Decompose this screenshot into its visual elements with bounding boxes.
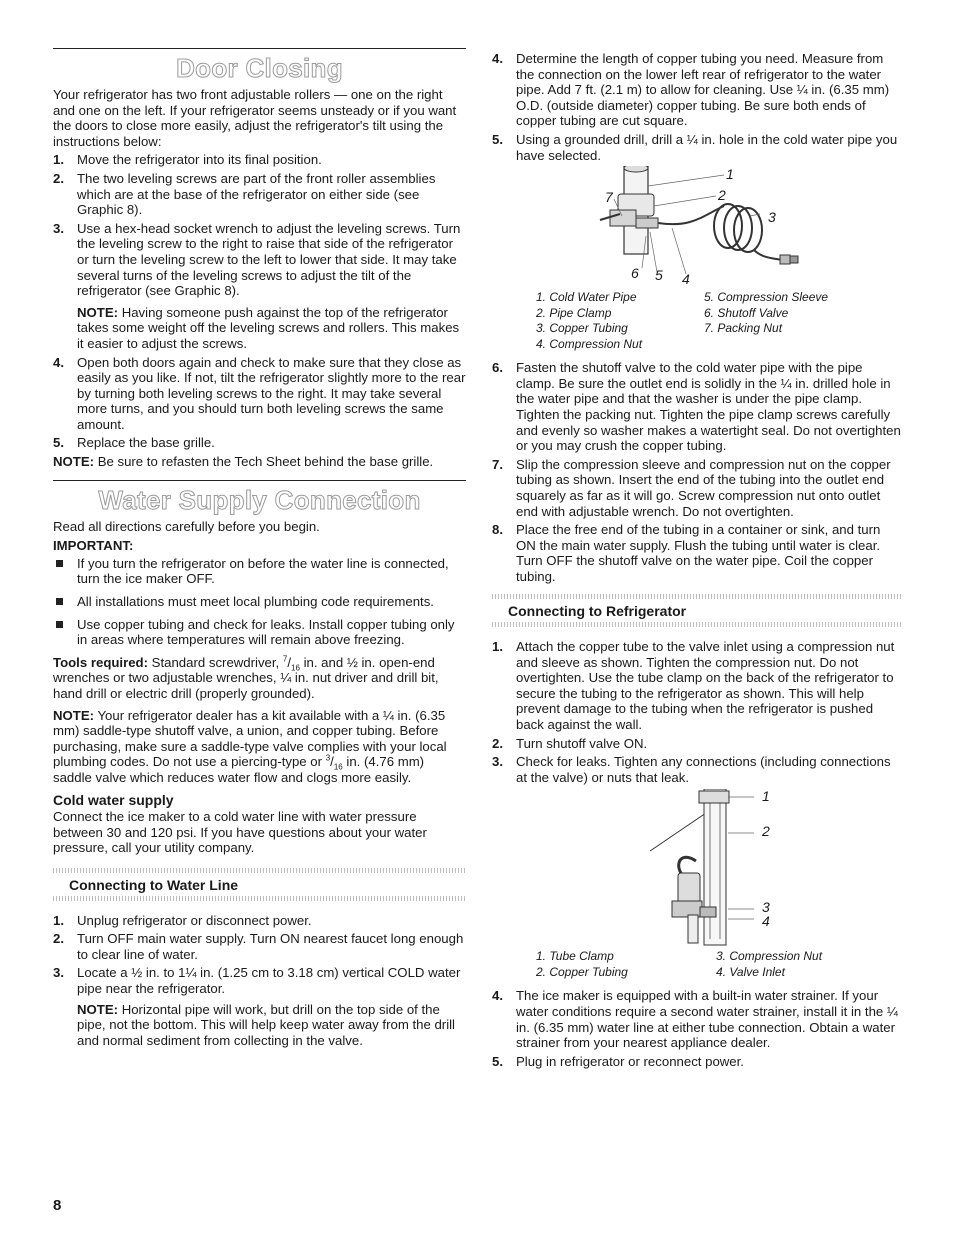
list-item: All installations must meet local plumbing code requirements.: [53, 594, 466, 610]
important-bullets: [53, 556, 466, 648]
list-item: Use copper tubing and check for leaks. Install copper tubing only in areas where temperatures will remain above freezing.: [53, 617, 466, 648]
important-label: IMPORTANT:: [53, 538, 134, 554]
list-item: 5. Using a grounded drill, drill a ¼ in. hole in the cold water pipe you have selected.: [492, 131, 898, 163]
list-item: 1. Move the refrigerator into its final position.: [53, 152, 322, 168]
figure1-caption: 1. Cold Water Pipe 5. Compression Sleeve 2. Pipe Clamp 6. Shutoff Valve 3. Copper Tubing 7. Packing Nut 4. Compression Nut: [536, 290, 829, 351]
cold-water-title: Cold water supply: [53, 791, 174, 808]
list-item: 3. Use a hex-head socket wrench to adjust the leveling screws. Turn the leveling screw to the right to raise that side of the refrigerator or turn the leveling screw to the left to lower that side. It may take several turns of the leveling screws to adjust the tilt of the refrigerator (see Graphic 8). NOTE: Having someone push against the top of the refrigerator takes some weight off the leveling screws and rollers. This makes it easier to adjust the screws.: [53, 220, 461, 351]
shutoff-valve-illustration: [492, 166, 902, 290]
cold-water-text: Connect the ice maker to a cold water line with water pressure between 30 and 120 psi. If you have questions about your water pressure, call your utility company.: [53, 809, 427, 856]
door-closing-title: Door Closing: [176, 53, 343, 83]
water-line-steps-final: [492, 360, 902, 584]
water-line-steps: [53, 913, 466, 1049]
list-item: 4. Open both doors again and check to make sure that they close as easily as you like. If not, tilt the refrigerator slightly more to the rear by turning both leveling screws to the right. It may take several more turns, and you should turn both leveling screws the same amount.: [53, 354, 466, 432]
list-item: 3. Check for leaks. Tighten any connections (including connections at the valve) or nuts that leak.: [492, 754, 891, 785]
list-item: 2. The two leveling screws are part of the front roller assemblies which are at the base of the refrigerator on either side (see Graphic 8).: [53, 170, 436, 218]
valve-inlet-illustration: [492, 789, 902, 949]
figure-callout: 3: [768, 209, 776, 226]
list-item: If you turn the refrigerator on before the water line is connected, turn the ice maker OFF.: [53, 556, 466, 587]
list-item: 1. Attach the copper tube to the valve inlet using a compression nut and sleeve as shown. Tighten the compression nut. Do not overtighten. Use the tube clamp on the back of the refrigerator to secure the tubing to the refrigerator as shown. This will help prevent damage to the tubing when the refrigerator is pushed back against the wall.: [492, 639, 895, 733]
refrigerator-steps: [492, 639, 902, 785]
list-item: 5. Plug in refrigerator or reconnect power.: [492, 1053, 744, 1069]
left-column: [53, 48, 466, 1051]
right-column: [492, 51, 902, 1072]
figure-callout: 2: [762, 823, 770, 840]
kit-note: NOTE: Your refrigerator dealer has a kit available with a ¼ in. (6.35 mm) saddle-type shutoff valve, a union, and copper tubing. Before purchasing, make sure a saddle-type valve complies with your local plumbing codes. Do not use a piercing-type or $^3/_{16}$ in. (4.76 mm) saddle valve which reduces water flow and clogs more easily.: [53, 707, 447, 785]
list-item: 2. Turn shutoff valve ON.: [492, 735, 648, 751]
shutoff-valve-figure: [492, 166, 902, 290]
connecting-refrigerator-title: Connecting to Refrigerator: [508, 603, 687, 620]
list-item: 8. Place the free end of the tubing in a container or sink, and turn ON the main water supply. Flush the tubing until water is clear. Turn OFF the shutoff valve on the water pipe. Coil the copper tubing.: [492, 522, 881, 584]
figure-callout: 2: [718, 187, 726, 204]
list-item: 4. Determine the length of copper tubing you need. Measure from the connection on the lower left rear of refrigerator to the water pipe. Add 7 ft. (2.1 m) to allow for cleaning. Use ¼ in. (6.35 mm) O.D. (outside diameter) copper tubing. Be sure both ends of copper tubing are cut square.: [492, 51, 890, 129]
door-closing-note: NOTE: Be sure to refasten the Tech Sheet behind the base grille.: [53, 454, 434, 470]
figure-callout: 3: [762, 899, 770, 916]
water-supply-intro: Read all directions carefully before you begin.: [53, 518, 320, 534]
section-rule: [53, 480, 466, 481]
list-item: 7. Slip the compression sleeve and compression nut on the copper tubing as shown. Insert the end of the tubing into the outlet end squarely as far as it will go. Screw compression nut onto outlet end with adjustable wrench. Do not overtighten.: [492, 456, 891, 519]
figure-callout: 4: [762, 913, 770, 930]
water-supply-title: Water Supply Connection: [98, 484, 421, 515]
list-item: 2. Turn OFF main water supply. Turn ON nearest faucet long enough to clear line of water.: [53, 931, 464, 962]
list-item: 3. Locate a ½ in. to 1¼ in. (1.25 cm to 3.18 cm) vertical COLD water pipe near the refrigerator. NOTE: Horizontal pipe will work, but drill on the top side of the pipe, not the bottom. This will help keep water away from the drill and normal sediment from collecting in the valve.: [53, 965, 461, 1048]
door-closing-steps: [53, 152, 466, 451]
figure2-caption: 1. Tube Clamp 3. Compression Nut 2. Copper Tubing 4. Valve Inlet: [536, 949, 823, 979]
refrigerator-steps-final: [492, 988, 902, 1069]
list-item: 1. Unplug refrigerator or disconnect power.: [53, 912, 312, 928]
list-item: 5. Replace the base grille.: [53, 435, 215, 451]
connecting-water-line-band: [53, 868, 466, 905]
figure-callout: 1: [762, 788, 770, 805]
figure-callout: 1: [726, 166, 734, 183]
connecting-water-line-title: Connecting to Water Line: [69, 876, 239, 893]
connecting-refrigerator-band: [492, 594, 902, 631]
list-item: 6. Fasten the shutoff valve to the cold water pipe with the pipe clamp. Be sure the outlet end is solidly in the ¼ in. drilled hole in the water pipe and that the washer is under the pipe clamp. Tighten the packing nut. Tighten the pipe clamp screws carefully and evenly so washer makes a watertight seal. Do not overtighten or you may crush the copper tubing.: [492, 360, 901, 454]
figure-callout: 4: [682, 271, 690, 288]
figure-callout: 6: [631, 265, 639, 282]
door-closing-intro: Your refrigerator has two front adjustable rollers — one on the right and one on the left. If your refrigerator seems unsteady or if you want the doors to close more easily, adjust the refrigerator's tilt using the instructions below:: [53, 87, 457, 149]
figure-callout: 5: [655, 267, 663, 284]
figure-callout: 7: [605, 189, 613, 206]
tools-required: Tools required: Standard screwdriver, $^7/_{16}$ in. and ½ in. open-end wrenches or two adjustable wrenches, ¼ in. nut driver and drill bit, hand drill or electric drill (properly grounded).: [53, 654, 439, 701]
section-rule: [53, 48, 466, 49]
water-line-steps-cont: [492, 51, 902, 163]
page-number: 8: [53, 1197, 62, 1214]
valve-inlet-figure: [492, 789, 902, 949]
list-item: 4. The ice maker is equipped with a built-in water strainer. If your water conditions require a second water strainer, install it in the ¼ in. (6.35 mm) water line at either tube connection. Obtain a water strainer from your nearest appliance dealer.: [492, 988, 898, 1051]
